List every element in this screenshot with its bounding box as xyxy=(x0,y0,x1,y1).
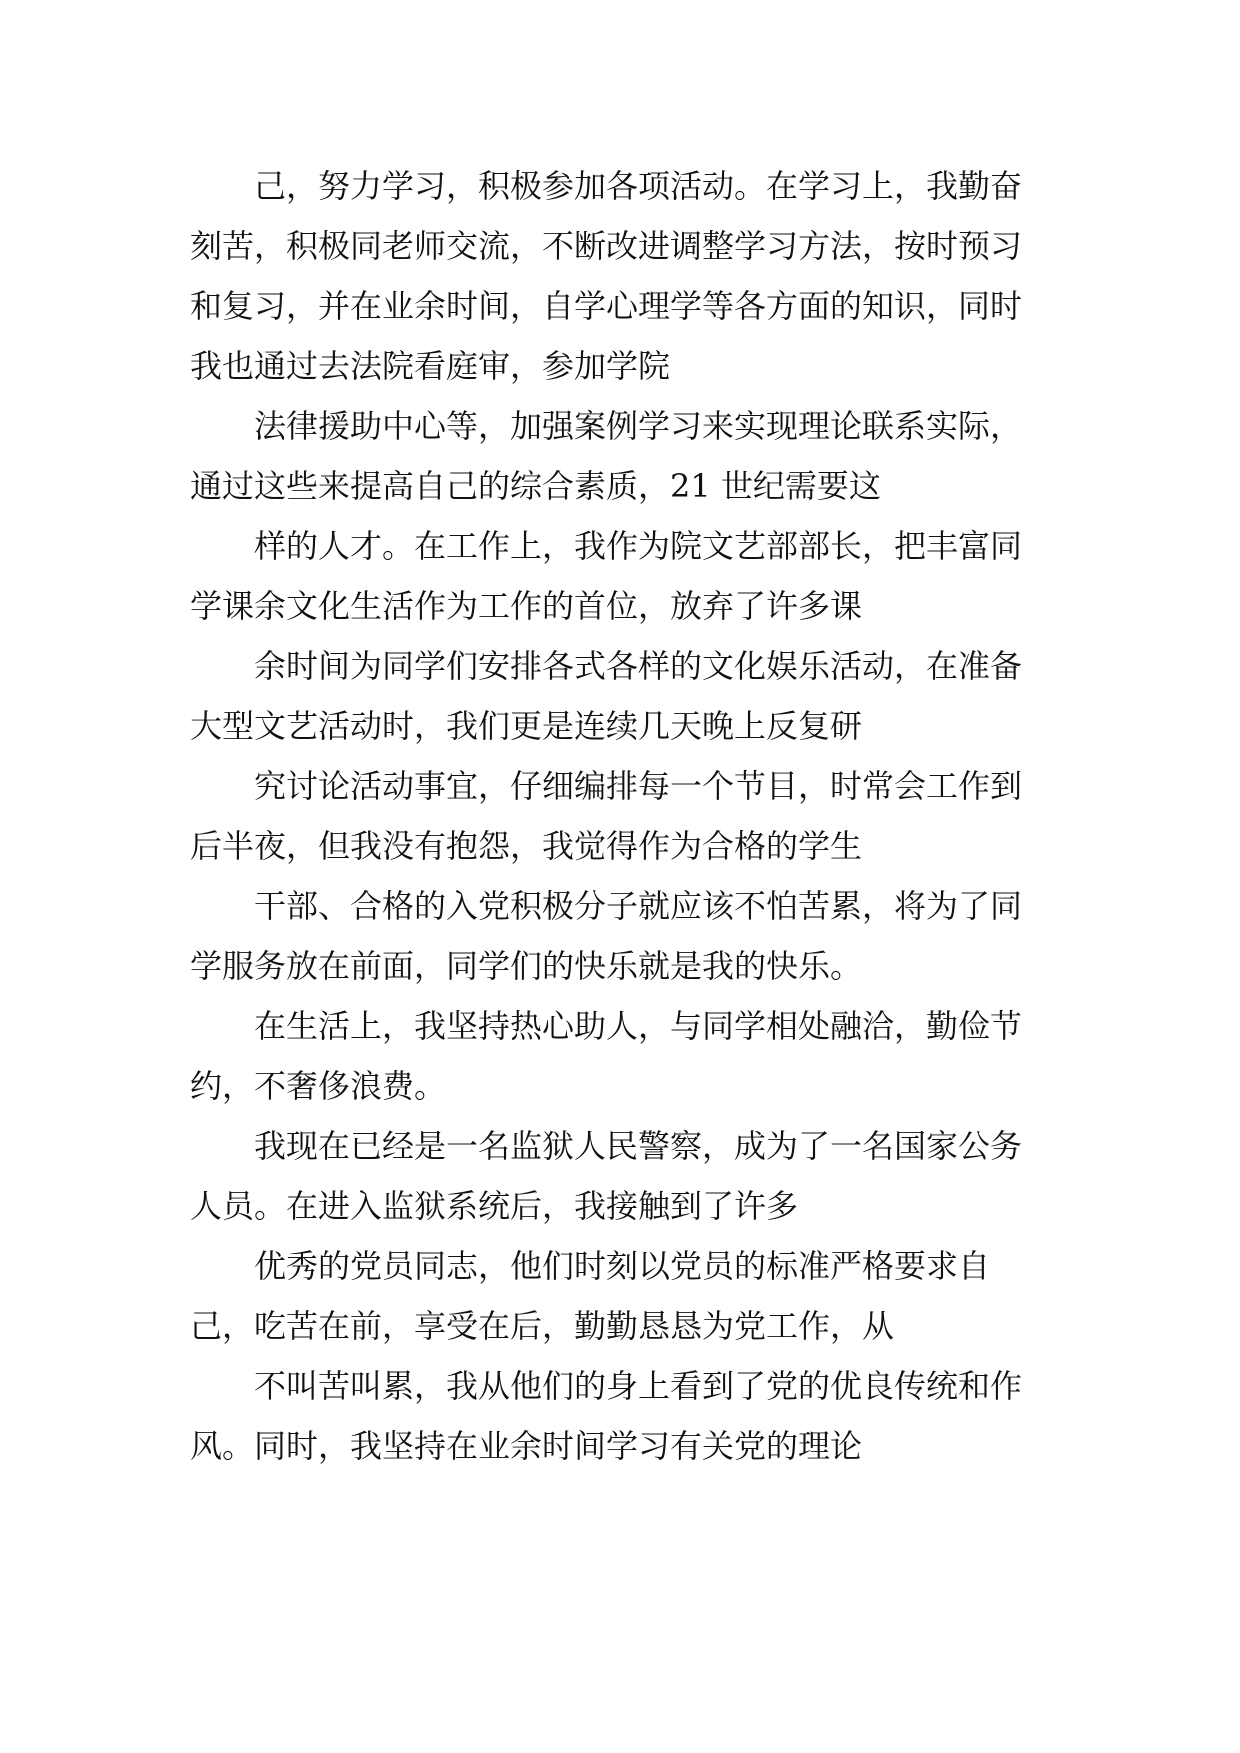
text-line: 人员。在进入监狱系统后，我接触到了许多 xyxy=(190,1187,799,1225)
text-line: 约，不奢侈浪费。 xyxy=(190,1067,447,1105)
text-line: 干部、合格的入党积极分子就应该不怕苦累，将为了同 xyxy=(254,887,1023,925)
text-line: 不叫苦叫累，我从他们的身上看到了党的优良传统和作 xyxy=(254,1367,1023,1405)
text-line: 学课余文化生活作为工作的首位，放弃了许多课 xyxy=(190,587,863,625)
text-line: 通过这些来提高自己的综合素质，21 世纪需要这 xyxy=(190,467,881,505)
text-line: 刻苦，积极同老师交流，不断改进调整学习方法，按时预习 xyxy=(190,227,1023,265)
text-line: 己，吃苦在前，享受在后，勤勤恳恳为党工作，从 xyxy=(190,1307,895,1345)
text-line: 后半夜，但我没有抱怨，我觉得作为合格的学生 xyxy=(190,827,863,865)
document-body xyxy=(190,156,1070,1476)
text-line: 究讨论活动事宜，仔细编排每一个节目，时常会工作到 xyxy=(254,767,1023,805)
text-line: 我也通过去法院看庭审，参加学院 xyxy=(190,347,671,385)
text-line: 法律援助中心等，加强案例学习来实现理论联系实际， xyxy=(254,407,1023,445)
text-line: 学服务放在前面，同学们的快乐就是我的快乐。 xyxy=(190,947,863,985)
text-line: 优秀的党员同志，他们时刻以党员的标准严格要求自 xyxy=(254,1247,991,1285)
text-line: 在生活上，我坚持热心助人，与同学相处融洽，勤俭节 xyxy=(254,1007,1023,1045)
text-line: 我现在已经是一名监狱人民警察，成为了一名国家公务 xyxy=(254,1127,1023,1165)
text-line: 风。同时，我坚持在业余时间学习有关党的理论 xyxy=(190,1427,863,1465)
text-line: 和复习，并在业余时间，自学心理学等各方面的知识，同时 xyxy=(190,287,1023,325)
text-line: 样的人才。在工作上，我作为院文艺部部长，把丰富同 xyxy=(254,527,1023,565)
text-line: 己，努力学习，积极参加各项活动。在学习上，我勤奋 xyxy=(254,167,1023,205)
text-line: 余时间为同学们安排各式各样的文化娱乐活动，在准备 xyxy=(254,647,1023,685)
text-line: 大型文艺活动时，我们更是连续几天晚上反复研 xyxy=(190,707,863,745)
